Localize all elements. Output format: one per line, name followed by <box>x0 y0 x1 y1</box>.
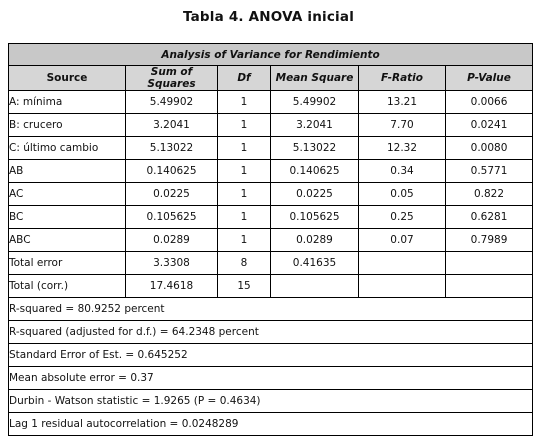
table-row <box>9 252 533 275</box>
cell-f-ratio: 0.07 <box>359 229 446 252</box>
cell-f-ratio: 7.70 <box>359 114 446 137</box>
cell-sum-of-squares: 0.105625 <box>126 206 218 229</box>
cell-df: 1 <box>218 206 271 229</box>
cell-p-value: 0.0080 <box>446 137 533 160</box>
anova-table <box>8 43 533 436</box>
mean-absolute-error: Mean absolute error = 0.37 <box>9 367 533 390</box>
cell-source: AC <box>9 183 126 206</box>
cell-df: 1 <box>218 91 271 114</box>
cell-f-ratio <box>359 252 446 275</box>
cell-source: Total (corr.) <box>9 275 126 298</box>
cell-sum-of-squares: 3.3308 <box>126 252 218 275</box>
column-header-sum-of-squares: Sum of Squares <box>126 66 218 91</box>
r-squared-adjusted: R-squared (adjusted for d.f.) = 64.2348 percent <box>9 321 533 344</box>
cell-p-value: 0.822 <box>446 183 533 206</box>
cell-mean-square: 0.41635 <box>271 252 359 275</box>
cell-df: 1 <box>218 114 271 137</box>
table-row <box>9 91 533 114</box>
table-row <box>9 206 533 229</box>
table-caption: Analysis of Variance for Rendimiento <box>9 44 533 66</box>
cell-df: 1 <box>218 137 271 160</box>
column-header-p-value: P-Value <box>446 66 533 91</box>
table-row <box>9 137 533 160</box>
cell-mean-square: 3.2041 <box>271 114 359 137</box>
cell-mean-square: 5.49902 <box>271 91 359 114</box>
cell-mean-square: 5.13022 <box>271 137 359 160</box>
column-header-source: Source <box>9 66 126 91</box>
cell-f-ratio: 0.05 <box>359 183 446 206</box>
column-header-mean-square: Mean Square <box>271 66 359 91</box>
cell-p-value <box>446 252 533 275</box>
cell-sum-of-squares: 5.49902 <box>126 91 218 114</box>
cell-df: 1 <box>218 229 271 252</box>
cell-f-ratio: 12.32 <box>359 137 446 160</box>
table-row <box>9 114 533 137</box>
cell-p-value: 0.7989 <box>446 229 533 252</box>
cell-source: BC <box>9 206 126 229</box>
cell-p-value: 0.5771 <box>446 160 533 183</box>
table-row <box>9 275 533 298</box>
cell-df: 8 <box>218 252 271 275</box>
summary-row <box>9 344 533 367</box>
standard-error: Standard Error of Est. = 0.645252 <box>9 344 533 367</box>
summary-row <box>9 390 533 413</box>
cell-df: 15 <box>218 275 271 298</box>
cell-mean-square: 0.0225 <box>271 183 359 206</box>
summary-row <box>9 321 533 344</box>
cell-p-value: 0.0066 <box>446 91 533 114</box>
table-title: Tabla 4. ANOVA inicial <box>182 9 355 25</box>
summary-row <box>9 413 533 436</box>
lag1-autocorrelation: Lag 1 residual autocorrelation = 0.0248289 <box>9 413 533 436</box>
summary-row <box>9 367 533 390</box>
cell-df: 1 <box>218 160 271 183</box>
cell-df: 1 <box>218 183 271 206</box>
cell-source: B: crucero <box>9 114 126 137</box>
cell-sum-of-squares: 17.4618 <box>126 275 218 298</box>
cell-p-value <box>446 275 533 298</box>
cell-source: C: último cambio <box>9 137 126 160</box>
cell-f-ratio: 0.25 <box>359 206 446 229</box>
cell-f-ratio: 13.21 <box>359 91 446 114</box>
cell-sum-of-squares: 0.0225 <box>126 183 218 206</box>
column-header-df: Df <box>218 66 271 91</box>
cell-mean-square: 0.0289 <box>271 229 359 252</box>
table-row <box>9 183 533 206</box>
cell-sum-of-squares: 0.140625 <box>126 160 218 183</box>
cell-sum-of-squares: 0.0289 <box>126 229 218 252</box>
cell-mean-square: 0.140625 <box>271 160 359 183</box>
header-row <box>9 66 533 91</box>
cell-p-value: 0.0241 <box>446 114 533 137</box>
durbin-watson: Durbin - Watson statistic = 1.9265 (P = 0.4634) <box>9 390 533 413</box>
table-row <box>9 229 533 252</box>
column-header-f-ratio: F-Ratio <box>359 66 446 91</box>
cell-f-ratio <box>359 275 446 298</box>
cell-f-ratio: 0.34 <box>359 160 446 183</box>
cell-p-value: 0.6281 <box>446 206 533 229</box>
cell-mean-square: 0.105625 <box>271 206 359 229</box>
cell-mean-square <box>271 275 359 298</box>
cell-source: AB <box>9 160 126 183</box>
cell-source: ABC <box>9 229 126 252</box>
cell-source: A: mínima <box>9 91 126 114</box>
summary-row <box>9 298 533 321</box>
cell-source: Total error <box>9 252 126 275</box>
r-squared: R-squared = 80.9252 percent <box>9 298 533 321</box>
table-row <box>9 160 533 183</box>
cell-sum-of-squares: 3.2041 <box>126 114 218 137</box>
cell-sum-of-squares: 5.13022 <box>126 137 218 160</box>
